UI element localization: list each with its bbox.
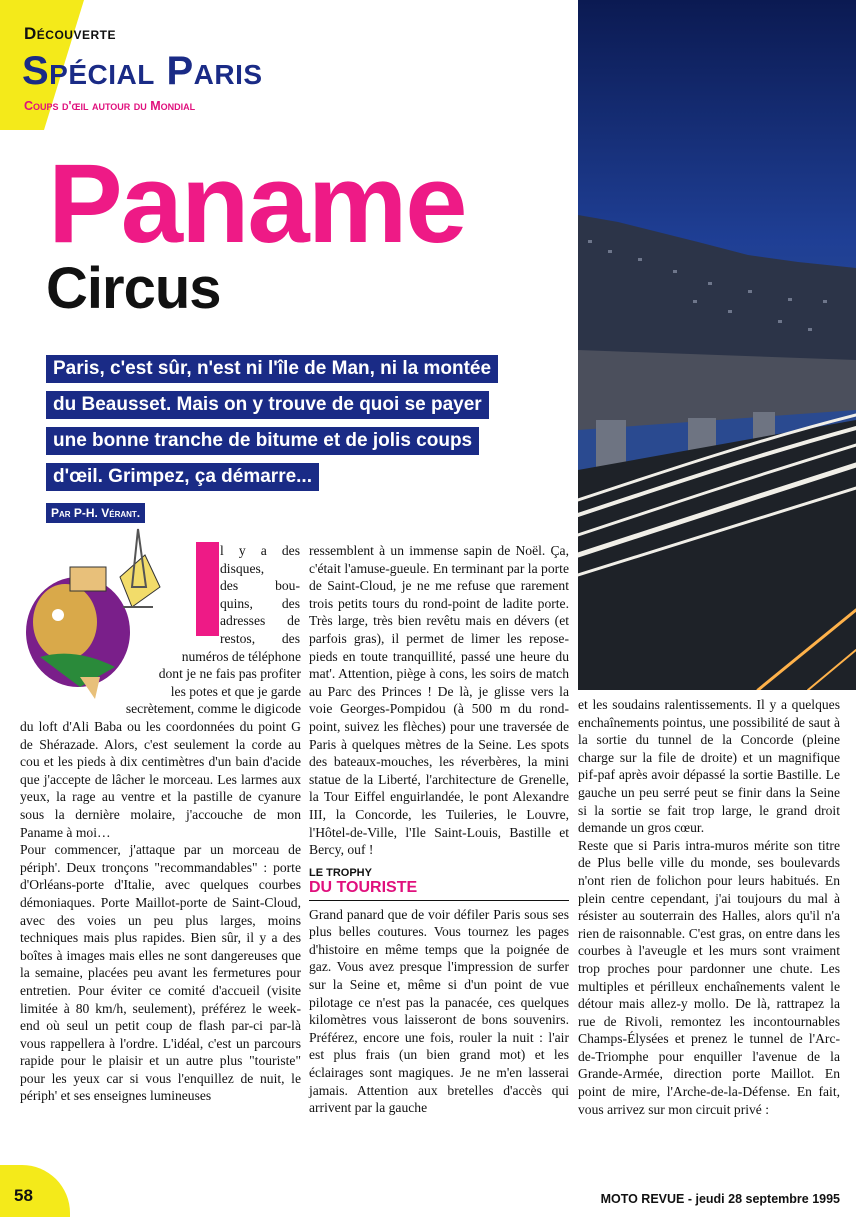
text-line: secrètement, comme le digicode (125, 701, 301, 716)
standfirst-line: Paris, c'est sûr, n'est ni l'île de Man, ni la montée (46, 355, 498, 383)
article-title: Paname (48, 141, 466, 266)
text-line: numéros de téléphone (181, 649, 301, 664)
page-number: 58 (14, 1186, 33, 1205)
body-column-wrap (145, 648, 301, 666)
byline: Par P-H. Vérant. (46, 503, 145, 523)
text-line: des bou- (220, 578, 300, 594)
subhead: DU TOURISTE (309, 879, 569, 901)
night-road-photo (578, 0, 856, 690)
body-column-wrap (75, 700, 301, 718)
subhead-kicker: LE TROPHY (309, 866, 372, 879)
text-line: les potes et que je garde (170, 684, 301, 699)
text-line: disques, (220, 560, 265, 576)
body-column-wrap (125, 665, 301, 683)
text-line: restos, des (220, 630, 300, 646)
section-title: Spécial Paris (22, 49, 263, 93)
standfirst-line: une bonne tranche de bitume et de jolis coups (46, 427, 479, 455)
body-column-wrap (220, 542, 300, 648)
paragraph: et les soudains ralentissements. Il y a quelques enchaînements pointus, une possibilité de saut à la sortie du tunnel de la Concorde (pleine charge sur la file de droite) et un magnifique pif-paf après avoir dépassé la sortie Bastille. Le gauche un peu serré peut se finir dans la Seine si la sortie se fait trop large, le grand droit demande un gros cœur. (578, 697, 840, 836)
section-subtitle: Coups d'œil autour du Mondial (24, 99, 196, 113)
paragraph: Pour commencer, j'attaque par un morceau de périph'. Deux tronçons "recommandables" : porte d'Orléans-porte d'Italie, avec quelques courbes démoniaques. Porte Maillot-porte de Saint-Cloud, avec des voies un peu plus larges, moins techniques mais plus rapides. Bien sûr, il y a des boîtes à images mais elles ne sont dangereuses que la semaine, placées peu avant les fermetures pour entretien. Pour éviter ce comité d'accueil (visite limitée à 80 km/h, seulement), préférez le week-end où seul un petit coup de flash par-ci par-là vous rappellera à l'ordre. L'idéal, c'est un parcours rapide pour le plaisir et un autre plus "touriste" pour les yeux car si vous l'enquillez de nuit, le périph' et ses enseignes lumineuses (20, 842, 301, 1104)
yellow-page-tab (0, 1165, 70, 1217)
section-kicker: Découverte (24, 24, 116, 43)
magazine-issue: MOTO REVUE - jeudi 28 septembre 1995 (600, 1192, 840, 1206)
paragraph: Grand panard que de voir défiler Paris sous ses plus belles coutures. Vous tournez les pages d'histoire en même temps que la poignée de gaz. Vous avez presque l'impression de surfer sur la Seine et, même si d'un point de vue pilotage ce n'est pas la panacée, ces quelques kilomètres vous laisseront de bons souvenirs. Préférez, encore une fois, rouler la nuit : l'air est plus frais (un bien grand mot) et les éclairages sont magiques. Je ne m'en lasserai jamais. Attention aux bretelles d'accès qui arrivent par la gauche (309, 906, 569, 1116)
body-column (578, 696, 840, 1118)
text-line: quins, des (220, 595, 300, 611)
body-column-wrap (118, 683, 301, 701)
standfirst-line: d'œil. Grimpez, ça démarre... (46, 463, 319, 491)
standfirst-line: du Beausset. Mais on y trouve de quoi se payer (46, 391, 489, 419)
paragraph: du loft d'Ali Baba ou les coordonnées du point G de Shérazade. Alors, c'est seulement la corde au cou et les pieds à dix centimètres d'un bain d'acide que j'accepte de lâcher le morceau. Les larmes aux yeux, la rage au ventre et la pastille de cyanure sous la dernière molaire, j'accouche de mon Paname à moi… (20, 719, 301, 840)
text-line: l y a des (220, 543, 300, 558)
text-line: dont je ne fais pas profiter (158, 666, 301, 681)
paragraph: Reste que si Paris intra-muros mérite son titre de Plus belle ville du monde, ses boulevards n'ont rien de folichon pour leurs habitués. En plein centre cependant, j'ai toujours du mal à résister au souterrain des Halles, alors qu'il n'a rien de raisonnable. C'est gras, on entre dans les courbes à l'aveugle et les murs sont vraiment trop proches pour pardonner une chute. Les multiples et périlleux enchaînements valent le détour mais allez-y mollo. De là, rattrapez la rue de Rivoli, remontez les incontournables Champs-Élysées et prenez le tunnel de l'Arc-de-Triomphe pour enquiller l'avenue de la Grande-Armée, direction porte Maillot. En point de mire, l'Arche-de-la-Défense. En fait, vous arrivez sur mon circuit privé : (578, 837, 840, 1117)
body-column (20, 718, 301, 1105)
night-road-image (578, 0, 856, 690)
paragraph: ressemblent à un immense sapin de Noël. Ça, c'était l'amuse-gueule. En terminant par la porte de Saint-Cloud, je ne me refuse que rarement trois petits tours du rond-point de ladite porte. Très large, très bien revêtu mais en dévers (et parfois gras), il permet de limer les repose-pieds en toute tranquillité, passé une heure du mat'. Attention, piège à cons, les soirs de match au Parc des Princes ! De là, je glisse vers la voie Georges-Pompidou (à 500 m du rond-point, suivez les flèches) pour une traversée de Paris à quelques mètres de la Seine. Les spots des bateaux-mouches, les réverbères, la mini statue de la Liberté, l'architecture de Grenelle, la Tour Eiffel enguirlandée, le pont Alexandre III, la Concorde, les Tuileries, le Louvre, l'Hôtel-de-Ville, l'Ile Saint-Louis, Bastille et Bercy, ouf ! (309, 543, 569, 858)
text-line: adresses de (220, 613, 300, 629)
drop-cap (196, 542, 219, 636)
article-subtitle: Circus (46, 256, 221, 321)
body-column (309, 542, 569, 1117)
